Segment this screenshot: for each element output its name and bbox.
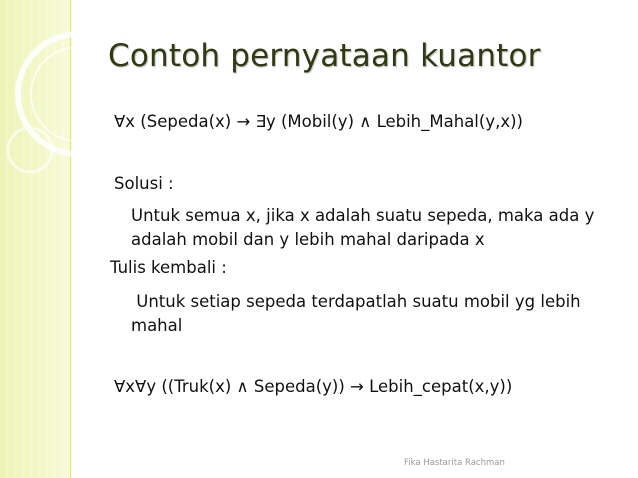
rewrite-text (131, 290, 581, 338)
rewrite-line-2: mahal (131, 316, 183, 335)
rewrite-label: Tulis kembali : (110, 258, 227, 277)
solution-line-1: Untuk semua x, jika x adalah suatu sepeda, maka ada y (131, 206, 595, 225)
decorative-circles (0, 0, 110, 200)
formula-quantifier-1: ∀x (Sepeda(x) → ∃y (Mobil(y) ∧ Lebih_Mahal(y,x)) (114, 112, 523, 131)
slide-title: Contoh pernyataan kuantor (108, 38, 541, 74)
deco-ring-inner (31, 47, 110, 141)
solution-line-2: adalah mobil dan y lebih mahal daripada x (131, 230, 485, 249)
solution-label: Solusi : (114, 174, 174, 193)
rewrite-line-1: Untuk setiap sepeda terdapatlah suatu mobil yg lebih (131, 292, 581, 311)
footer-author: Fika Hastarita Rachman (404, 458, 505, 468)
solution-text (131, 204, 594, 252)
formula-quantifier-2: ∀x∀y ((Truk(x) ∧ Sepeda(y)) → Lebih_cepat(x,y)) (114, 377, 513, 396)
